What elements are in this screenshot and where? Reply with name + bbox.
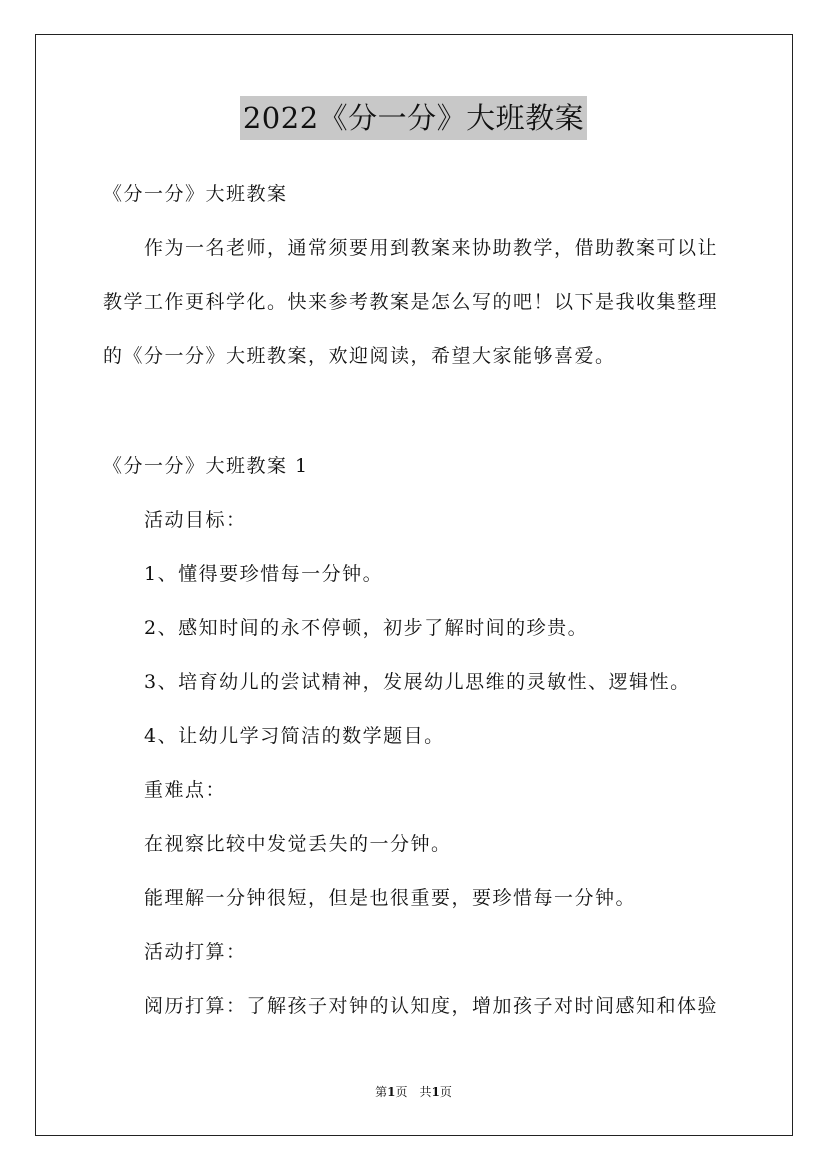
- key-point-1: 在视察比较中发觉丢失的一分钟。: [144, 833, 452, 855]
- goals-label: 活动目标：: [144, 509, 247, 531]
- intro-line-1: 作为一名老师，通常须要用到教案来协助教学，借助教案可以让: [144, 237, 719, 259]
- intro-line-2: 教学工作更科学化。快来参考教案是怎么写的吧！以下是我收集整理: [103, 291, 719, 313]
- goal-item-1: 1、懂得要珍惜每一分钟。: [144, 563, 384, 585]
- subtitle: 《分一分》大班教案: [103, 183, 288, 205]
- footer-page-number: 1: [387, 1085, 396, 1099]
- goal-item-3: 3、培育幼儿的尝试精神，发展幼儿思维的灵敏性、逻辑性。: [144, 671, 691, 693]
- goal-item-4: 4、让幼儿学习简洁的数学题目。: [144, 725, 445, 747]
- footer-prefix: 第: [375, 1085, 388, 1099]
- page-footer: [0, 1083, 827, 1101]
- key-points-label: 重难点：: [144, 779, 227, 801]
- title-container: [0, 96, 827, 140]
- section-heading: 《分一分》大班教案 1: [103, 455, 309, 477]
- footer-suffix: 页: [439, 1085, 452, 1099]
- plan-label: 活动打算：: [144, 941, 247, 963]
- footer-page-total: 1: [431, 1085, 440, 1099]
- footer-middle: 页 共: [395, 1085, 432, 1099]
- goal-item-2: 2、感知时间的永不停顿，初步了解时间的珍贵。: [144, 617, 589, 639]
- plan-text: 阅历打算：了解孩子对钟的认知度，增加孩子对时间感知和体验: [144, 995, 719, 1017]
- document-title: 2022《分一分》大班教案: [240, 96, 587, 140]
- intro-line-3: 的《分一分》大班教案，欢迎阅读，希望大家能够喜爱。: [103, 345, 616, 367]
- key-point-2: 能理解一分钟很短，但是也很重要，要珍惜每一分钟。: [144, 887, 637, 909]
